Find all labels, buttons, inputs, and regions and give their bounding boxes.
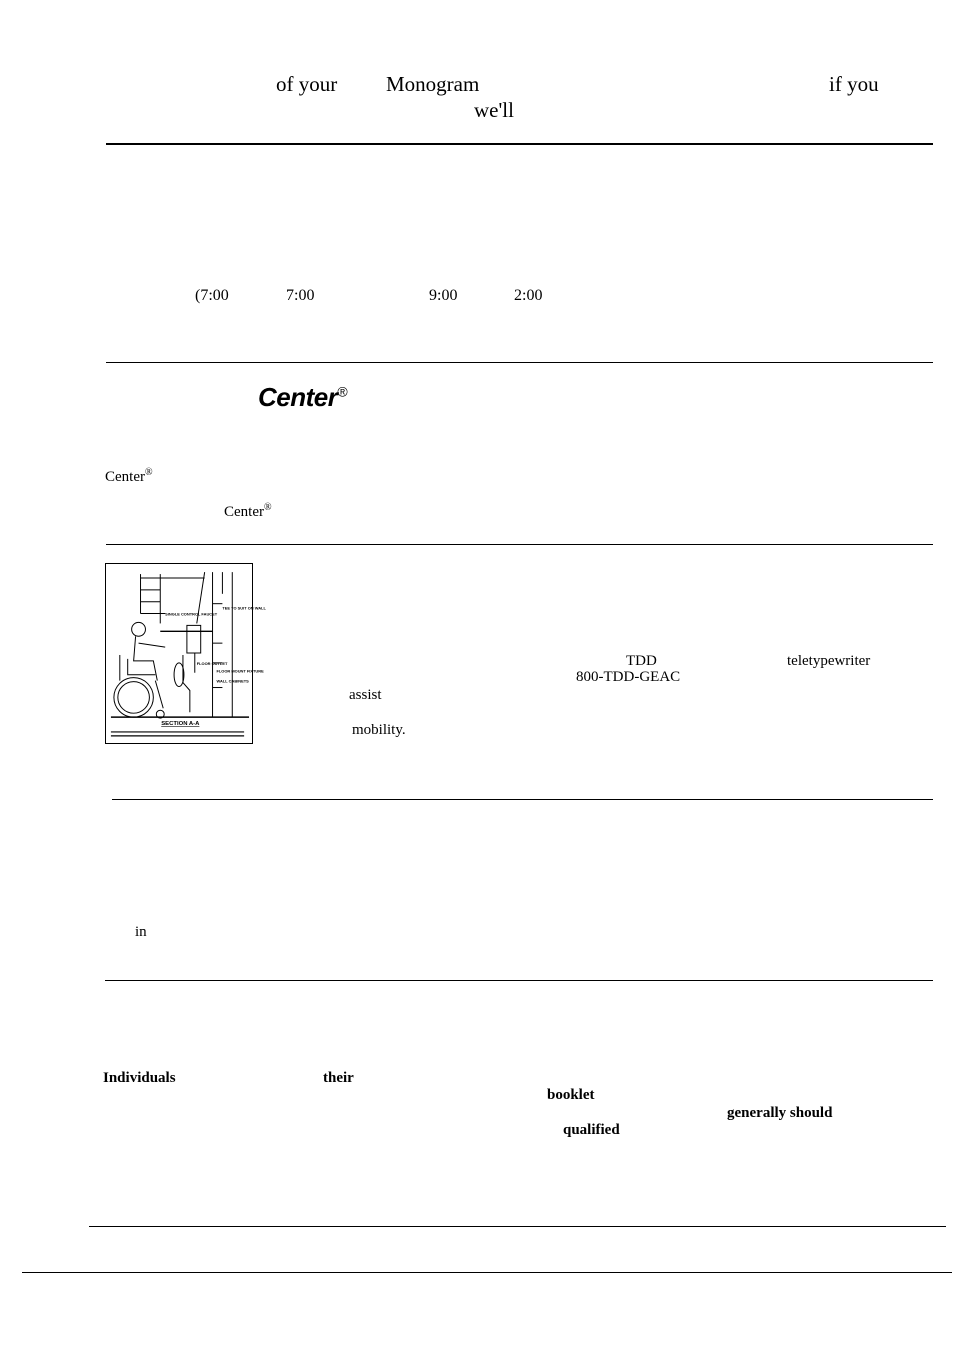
generally-should-text: generally should (727, 1105, 833, 1121)
qualified-text: qualified (563, 1122, 620, 1138)
hours-start-weekend: 9:00 (429, 287, 458, 304)
fig-label-faucet: SINGLE CONTROL FAUCET (165, 611, 218, 617)
center-heading: Center® (258, 382, 348, 412)
fig-section-label: SECTION A-A (161, 721, 200, 728)
hours-end-weekday: 7:00 (286, 287, 315, 304)
fig-label-tee: TEE TO SUIT ON WALL (222, 605, 266, 611)
individuals-text: Individuals (103, 1070, 176, 1086)
divider-7 (22, 1272, 952, 1273)
booklet-text: booklet (547, 1087, 595, 1103)
hours-start-weekday: (7:00 (195, 287, 229, 304)
divider-5 (105, 980, 933, 981)
top-word-well: we'll (474, 98, 514, 122)
center-line-1: Center® (105, 467, 153, 485)
hours-end-weekend: 2:00 (514, 287, 543, 304)
top-word-monogram: Monogram (386, 72, 480, 96)
center-line-2: Center® (224, 502, 272, 520)
accessible-sink-diagram (105, 563, 266, 744)
divider-2 (106, 362, 933, 363)
teletypewriter-text: teletypewriter (787, 653, 871, 669)
top-word-if-you: if you (829, 72, 879, 96)
tdd-label: TDD (626, 653, 657, 669)
fig-label-fixture: FLOOR MOUNT FIXTURE (216, 668, 264, 674)
divider-4 (112, 799, 933, 800)
top-word-of-your: of your (276, 72, 338, 96)
divider-1 (106, 143, 933, 145)
fig-label-wall-cabinets: WALL CABINETS (216, 678, 249, 684)
section4-in: in (135, 924, 147, 940)
divider-6 (89, 1226, 946, 1227)
divider-3 (106, 544, 933, 545)
their-text: their (323, 1070, 354, 1086)
fig-label-floor-outlet: FLOOR OUTLET (196, 660, 228, 666)
mobility-text: mobility. (352, 722, 406, 738)
tdd-phone-number: 800-TDD-GEAC (576, 669, 681, 685)
assist-text: assist (349, 687, 382, 703)
